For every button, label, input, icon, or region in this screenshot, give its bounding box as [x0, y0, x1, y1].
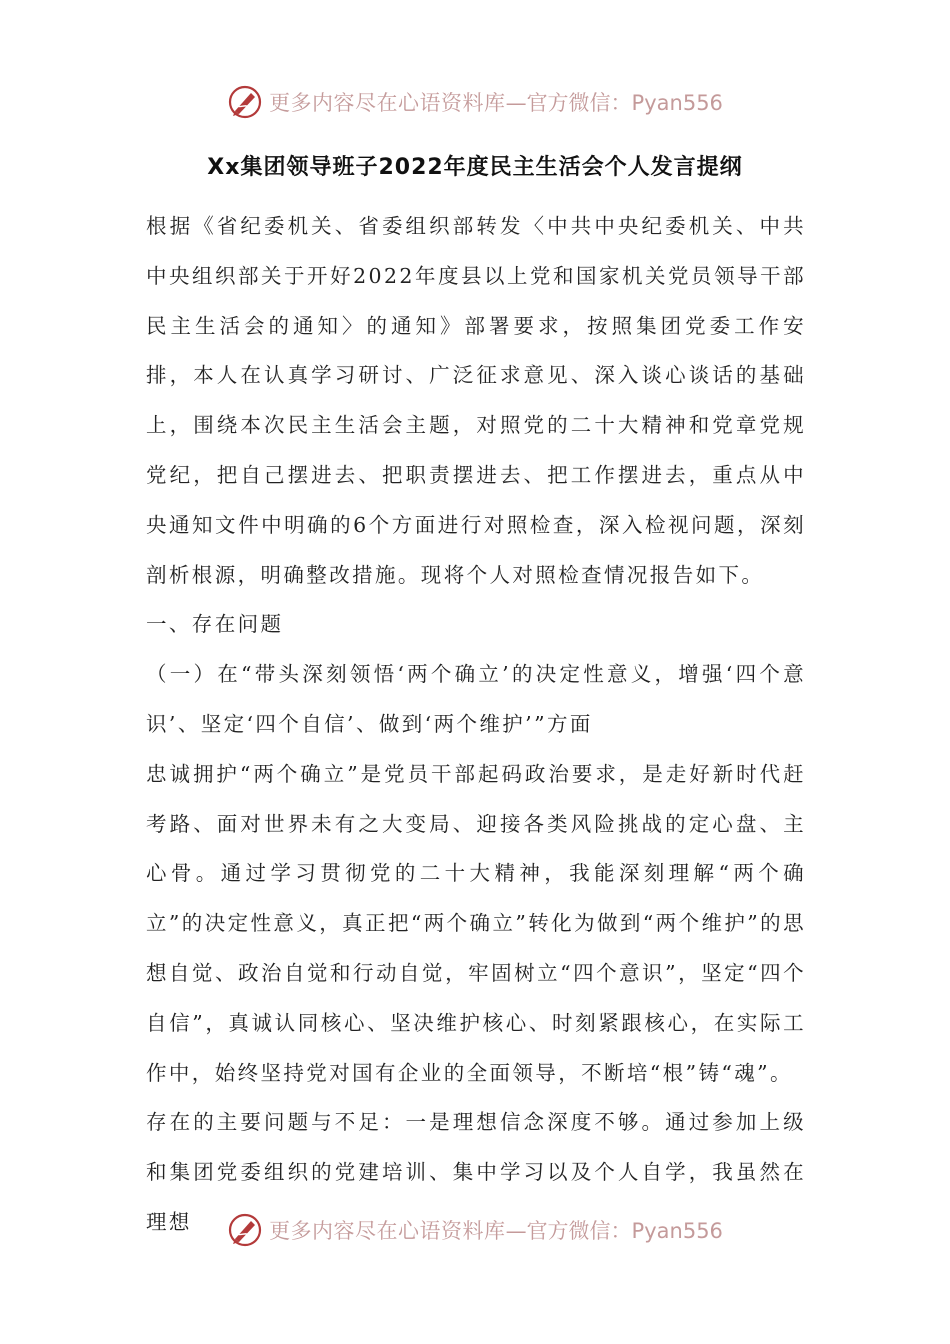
watermark-main-text: 更多内容尽在心语资料库	[269, 1219, 506, 1243]
paragraph-problems: 存在的主要问题与不足：一是理想信念深度不够。通过参加上级和集团党委组织的党建培训、集中学习以及个人自学，我虽然在理想	[146, 1110, 806, 1234]
pen-logo-icon	[227, 84, 263, 120]
section-heading: 一、存在问题	[146, 612, 284, 637]
pen-logo-icon	[227, 1212, 263, 1248]
watermark-banner-top	[0, 82, 950, 122]
document-body	[146, 202, 806, 1248]
paragraph-intro: 根据《省纪委机关、省委组织部转发〈中共中央纪委机关、中共中央组织部关于开好2022年度县以上党和国家机关党员领导干部民主生活会的通知〉的通知》部署要求，按照集团党委工作安排，本人在认真学习研讨、广泛征求意见、深入谈心谈话的基础上，围绕本次民主生活会主题，对照党的二十大精神和党章党规党纪，把自己摆进去、把职责摆进去、把工作摆进去，重点从中央通知文件中明确的6个方面进行对照检查，深入检视问题，深刻剖析根源，明确整改措施。现将个人对照检查情况报告如下。	[146, 214, 806, 587]
document-title: Xx集团领导班子2022年度民主生活会个人发言提纲	[207, 155, 743, 180]
watermark-banner-bottom	[0, 1210, 950, 1250]
subsection-heading: （一）在“带头深刻领悟‘两个确立’的决定性意义，增强‘四个意识’、坚定‘四个自信’、做到‘两个维护’”方面	[146, 662, 806, 736]
watermark-sub-text: —官方微信：Pyan556	[505, 1219, 723, 1243]
watermark-sub-text: —官方微信：Pyan556	[505, 91, 723, 115]
watermark-main-text: 更多内容尽在心语资料库	[269, 91, 506, 115]
paragraph-body: 忠诚拥护“两个确立”是党员干部起码政治要求，是走好新时代赶考路、面对世界未有之大变局、迎接各类风险挑战的定心盘、主心骨。通过学习贯彻党的二十大精神，我能深刻理解“两个确立”的决定性意义，真正把“两个确立”转化为做到“两个维护”的思想自觉、政治自觉和行动自觉，牢固树立“四个意识”，坚定“四个自信”，真诚认同核心、坚决维护核心、时刻紧跟核心，在实际工作中，始终坚持党对国有企业的全面领导，不断培“根”铸“魂”。	[146, 761, 806, 1085]
